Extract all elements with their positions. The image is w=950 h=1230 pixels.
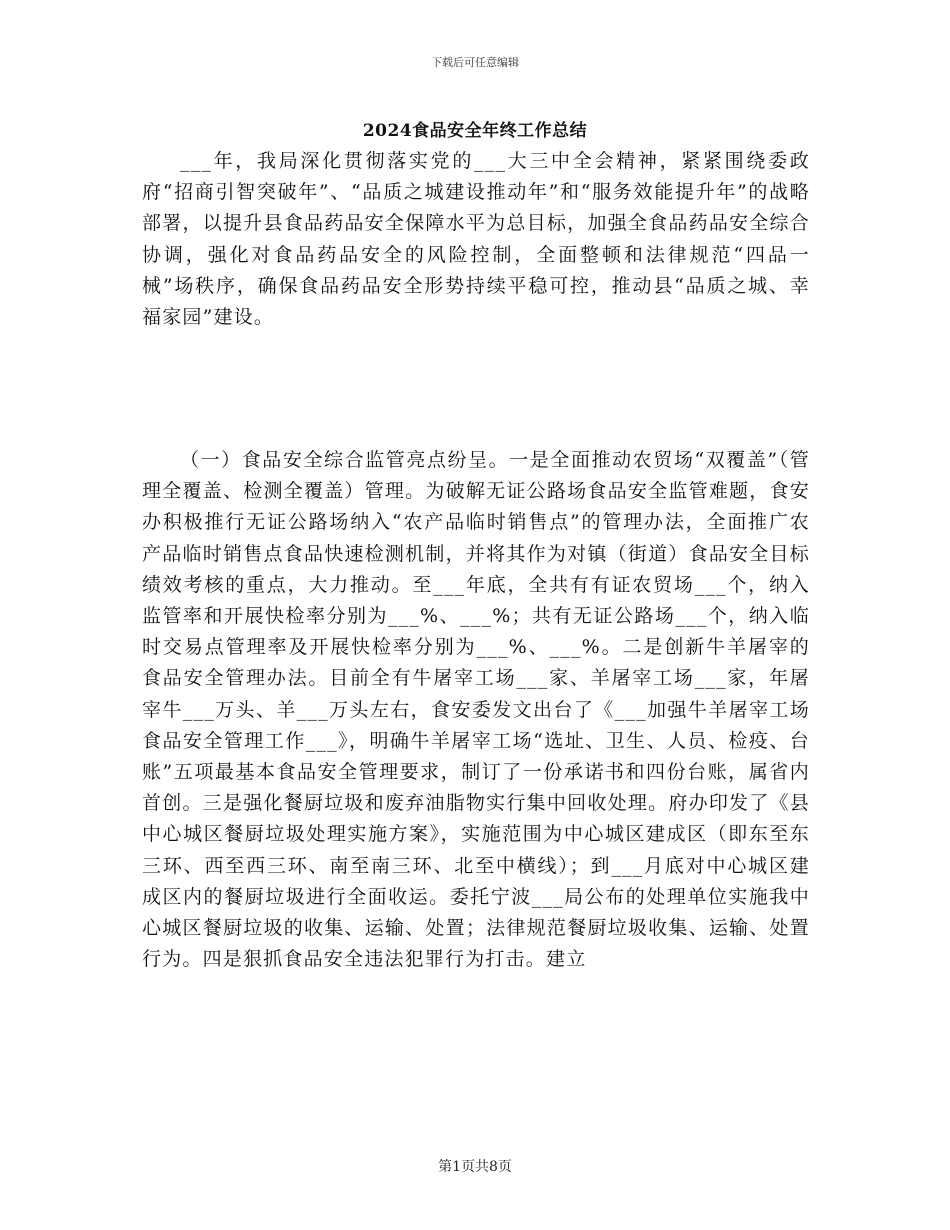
document-title: 2024食品安全年终工作总结 <box>362 121 588 141</box>
page-footer: 第1页共8页 <box>438 1159 512 1175</box>
paragraph-section-1: （一）食品安全综合监管亮点纷呈。一是全面推动农贸场“双覆盖”（管理全覆盖、检测全覆盖）管理。为破解无证公路场食品安全监管难题，食安办积极推行无证公路场纳入“农产品临时销售点”的管理办法，全面推广农产品临时销售点食品快速检测机制，并将其作为对镇（街道）食品安全目标绩效考核的重点，大力推动。至___年底，全共有有证农贸场___个，纳入监管率和开展快检率分别为___%、___%；共有无证公路场___个，纳入临时交易点管理率及开展快检率分别为___%、___%。二是创新牛羊屠宰的食品安全管理办法。目前全有牛屠宰工场___家、羊屠宰工场___家，年屠宰牛___万头、羊___万头左右，食安委发文出台了《___加强牛羊屠宰工场食品安全管理工作___》，明确牛羊屠宰工场“选址、卫生、人员、检疫、台账”五项最基本食品安全管理要求，制订了一份承诺书和四份台账，属省内首创。三是强化餐厨垃圾和废弃油脂物实行集中回收处理。府办印发了《县中心城区餐厨垃圾处理实施方案》，实施范围为中心城区建成区（即东至东三环、西至西三环、南至南三环、北至中横线）；到___月底对中心城区建成区内的餐厨垃圾进行全面收运。委托宁波___局公布的处理单位实施我中心城区餐厨垃圾的收集、运输、处置；法律规范餐厨垃圾收集、运输、处置行为。四是狠抓食品安全违法犯罪行为打击。建立 <box>142 449 810 971</box>
paragraph-intro: ___年，我局深化贯彻落实党的___大三中全会精神，紧紧围绕委政府“招商引智突破年”、“品质之城建设推动年”和“服务效能提升年”的战略部署，以提升县食品药品安全保障水平为总目标，加强全食品药品安全综合协调，强化对食品药品安全的风险控制，全面整顿和法律规范“四品一械”场秩序，确保食品药品安全形势持续平稳可控，推动县“品质之城、幸福家园”建设。 <box>142 150 810 329</box>
page-header: 下载后可任意编辑 <box>431 56 519 69</box>
